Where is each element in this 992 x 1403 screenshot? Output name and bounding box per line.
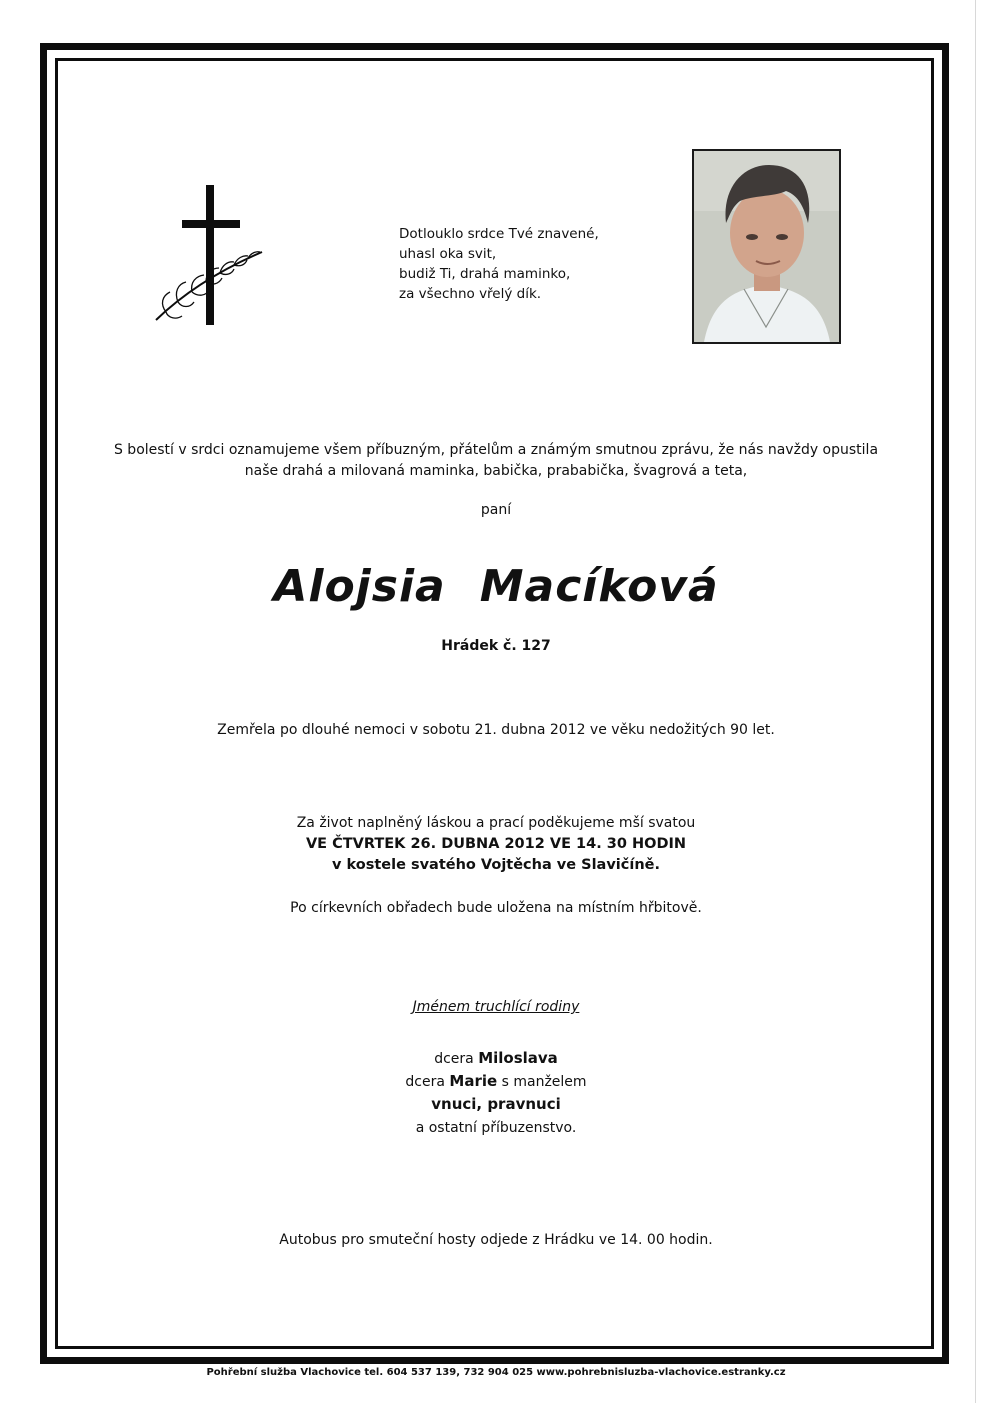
family-list xyxy=(60,1047,932,1139)
family-name: vnuci, pravnuci xyxy=(431,1095,561,1113)
funeral-service-footer: Pohřební služba Vlachovice tel. 604 537 139, 732 904 025 www.pohrebnisluzba-vlachovice.estranky.cz xyxy=(206,1367,786,1378)
poem-line: Dotlouklo srdce Tvé znavené, xyxy=(399,226,599,242)
poem-line: za všechno vřelý dík. xyxy=(399,286,542,302)
last-name: Macíková xyxy=(479,561,719,612)
family-row xyxy=(60,1070,932,1093)
title-pani: paní xyxy=(480,502,512,518)
family-suffix: s manželem xyxy=(497,1074,587,1090)
family-name: Marie xyxy=(449,1072,498,1090)
address: Hrádek č. 127 xyxy=(441,638,551,654)
memorial-poem xyxy=(399,224,659,304)
family-row xyxy=(60,1116,932,1139)
family-row xyxy=(60,1093,932,1116)
burial-info: Po církevních obřadech bude uložena na místním hřbitově. xyxy=(290,900,702,916)
ceremony-place: v kostele svatého Vojtěcha ve Slavičíně. xyxy=(332,857,660,873)
ceremony-info xyxy=(60,813,932,876)
poem-line: uhasl oka svit, xyxy=(399,246,497,262)
cross-with-palm-icon xyxy=(150,180,270,330)
family-name: Miloslava xyxy=(478,1049,558,1067)
poem-line: budiž Ti, drahá maminko, xyxy=(399,266,571,282)
portrait-image xyxy=(694,151,839,342)
family-relation: a ostatní příbuzenstvo. xyxy=(415,1120,577,1136)
ceremony-line-1: Za život naplněný láskou a prací poděkujeme mší svatou xyxy=(296,815,696,831)
portrait-photo xyxy=(692,149,841,344)
deceased-name xyxy=(60,552,932,622)
death-info: Zemřela po dlouhé nemoci v sobotu 21. dubna 2012 ve věku nedožitých 90 let. xyxy=(217,722,775,738)
family-relation: dcera xyxy=(434,1051,479,1067)
first-name: Alojsia xyxy=(273,561,446,612)
bus-info: Autobus pro smuteční hosty odjede z Hrádku ve 14. 00 hodin. xyxy=(279,1232,713,1248)
ceremony-date: VE ČTVRTEK 26. DUBNA 2012 VE 14. 30 HODIN xyxy=(305,836,687,852)
family-heading: Jménem truchlící rodiny xyxy=(412,999,580,1015)
family-row xyxy=(60,1047,932,1070)
announcement-line-2: naše drahá a milovaná maminka, babička, prababička, švagrová a teta, xyxy=(244,463,748,479)
announcement-text xyxy=(60,440,932,482)
announcement-line-1: S bolestí v srdci oznamujeme všem příbuzným, přátelům a známým smutnou zprávu, že nás navždy opustila xyxy=(113,442,879,458)
family-relation: dcera xyxy=(405,1074,450,1090)
